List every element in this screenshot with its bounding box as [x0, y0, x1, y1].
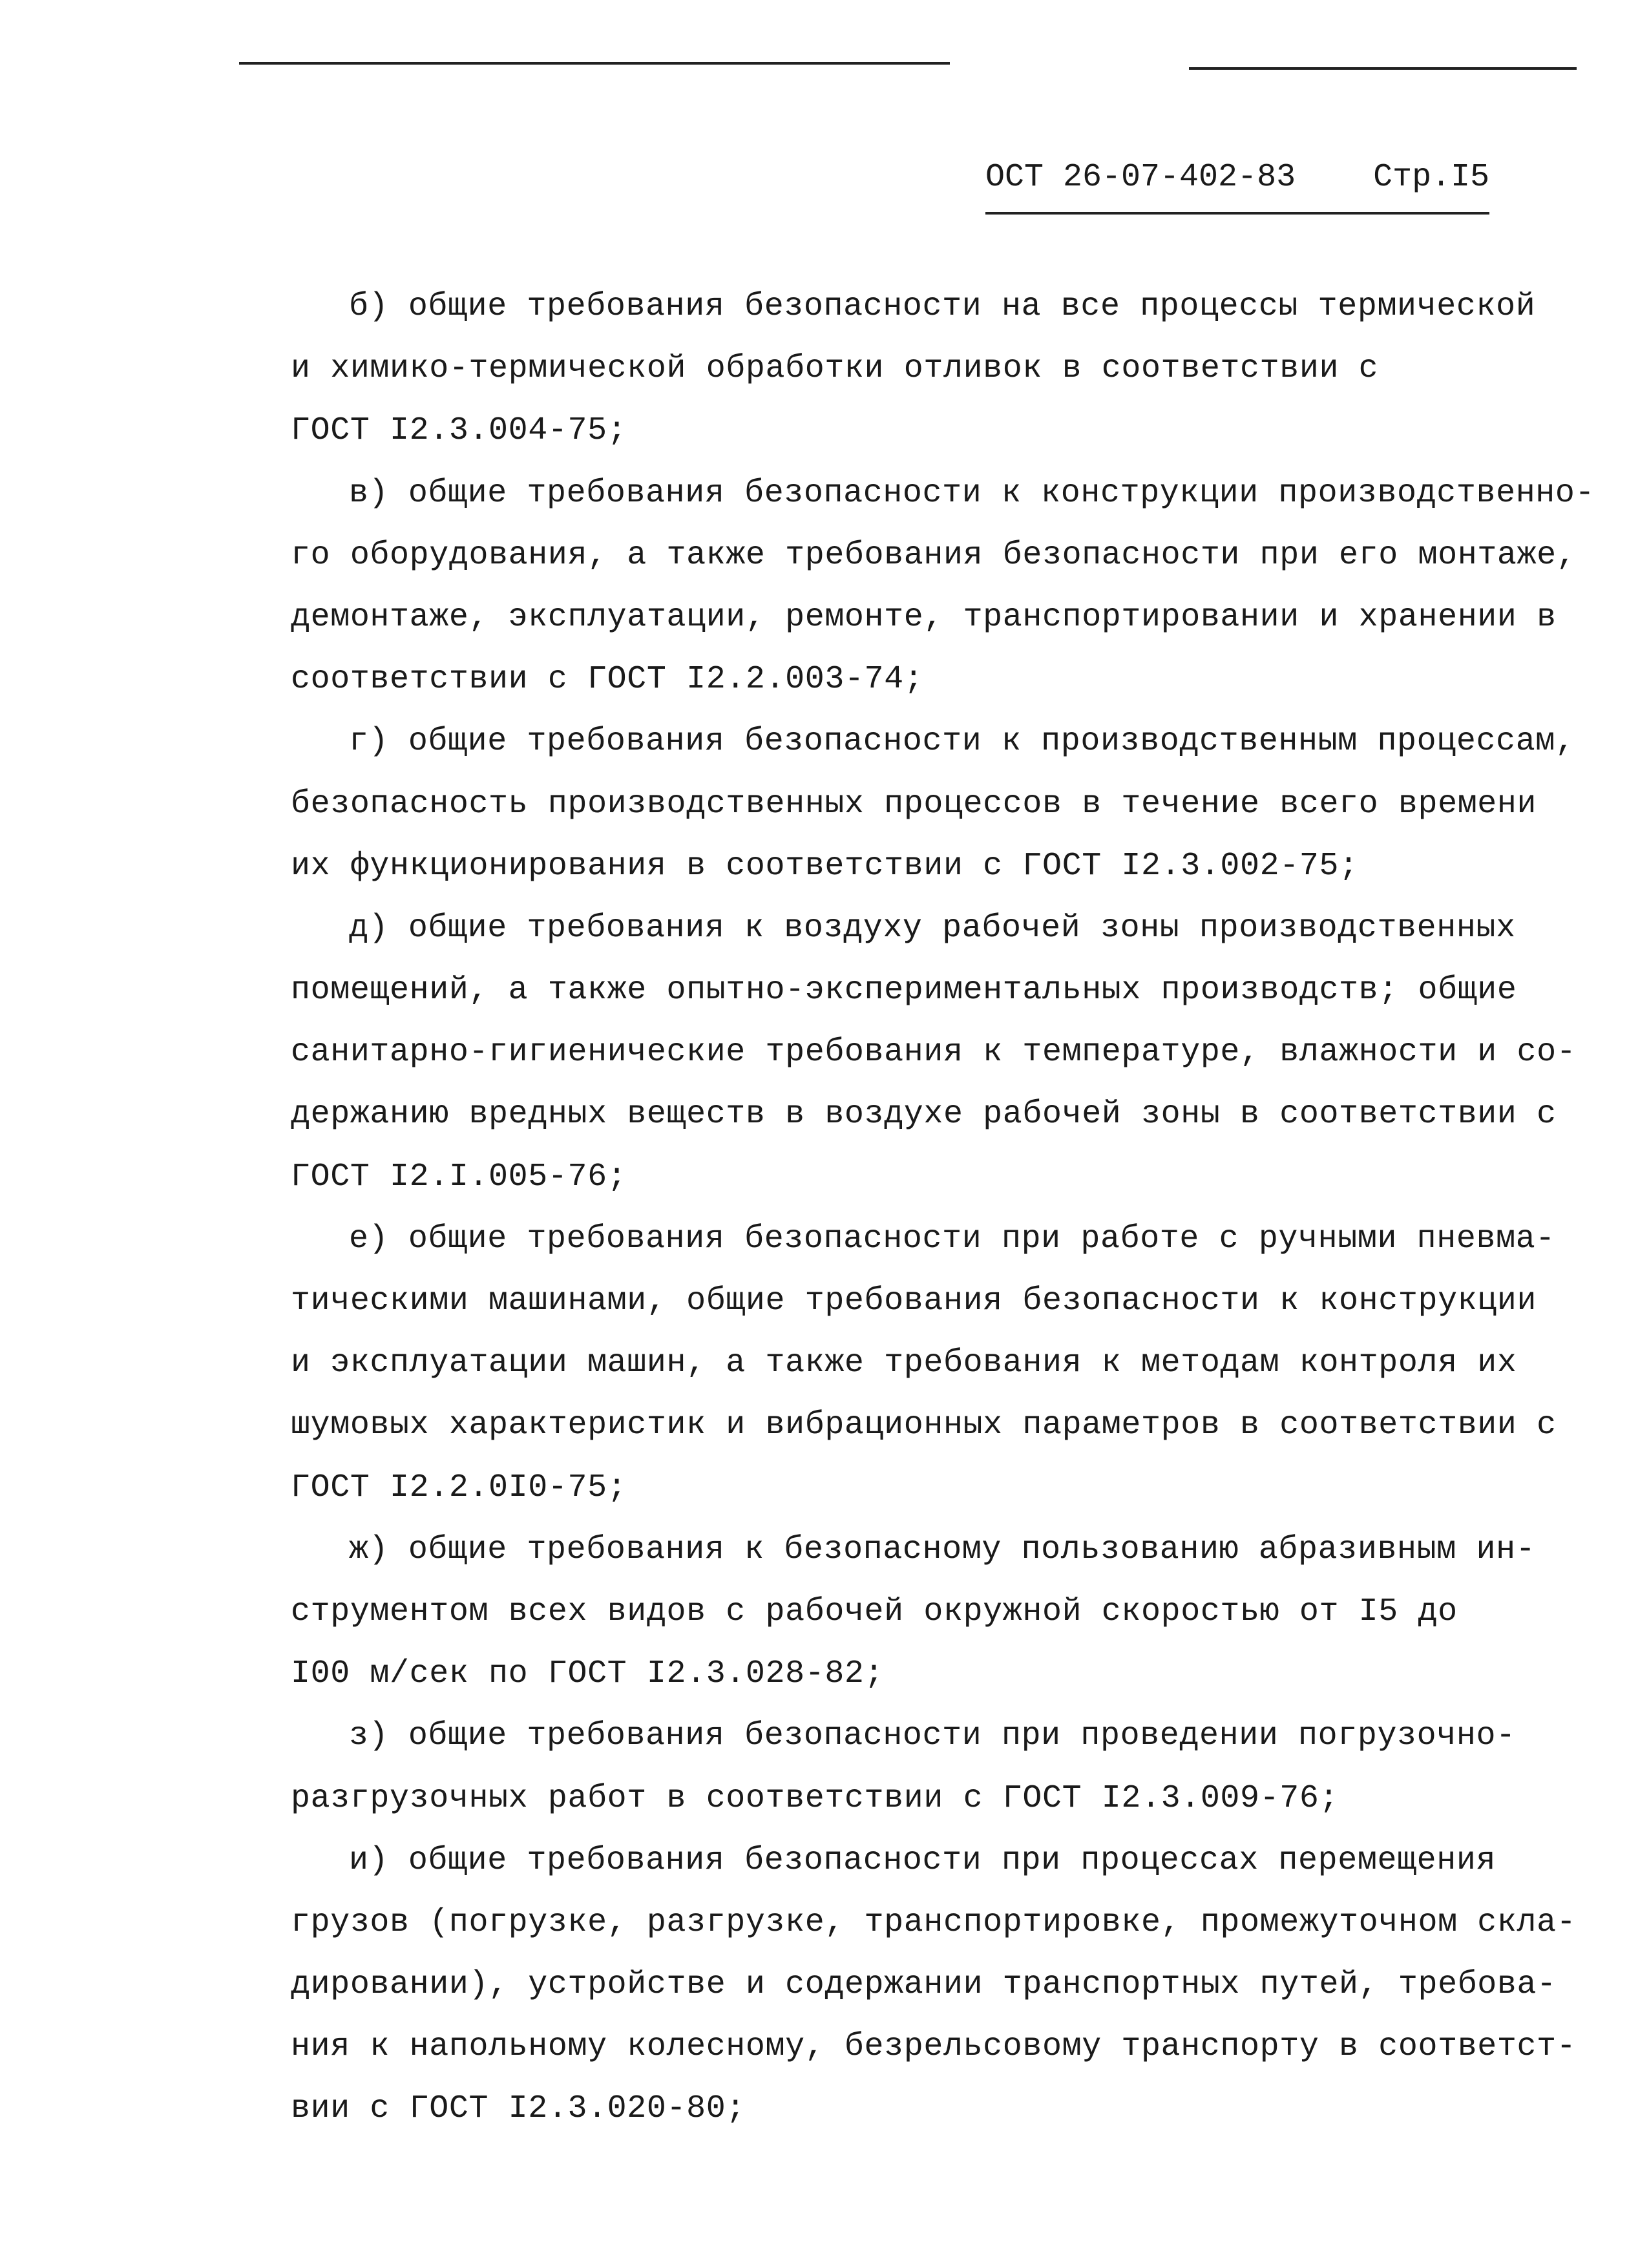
- text-line: соответствии с ГОСТ I2.2.003-74;: [291, 661, 924, 698]
- text-line: держанию вредных веществ в воздухе рабочей зоны в соответствии с: [291, 1096, 1557, 1133]
- text-line: I00 м/сек по ГОСТ I2.3.028-82;: [291, 1655, 885, 1693]
- text-line: з) общие требования безопасности при проведении погрузочно-: [349, 1717, 1516, 1755]
- text-line: вии с ГОСТ I2.3.020-80;: [291, 2090, 746, 2128]
- text-line: ГОСТ I2.I.005-76;: [291, 1158, 627, 1195]
- header-underline: [985, 212, 1489, 215]
- text-line: ГОСТ I2.2.0I0-75;: [291, 1469, 627, 1506]
- text-line: в) общие требования безопасности к конструкции производственно-: [349, 474, 1595, 512]
- text-line: шумовых характеристик и вибрационных параметров в соответствии с: [291, 1407, 1557, 1444]
- text-line: д) общие требования к воздуху рабочей зоны производственных: [349, 909, 1516, 947]
- text-line: дировании), устройстве и содержании транспортных путей, требова-: [291, 1966, 1557, 2004]
- text-line: го оборудования, а также требования безопасности при его монтаже,: [291, 536, 1577, 574]
- page-header: [985, 158, 1489, 197]
- text-line: и) общие требования безопасности при процессах перемещения: [349, 1842, 1497, 1879]
- text-line: струментом всех видов с рабочей окружной скоростью от I5 до: [291, 1593, 1458, 1630]
- text-line: помещений, а также опытно-экспериментальных производств; общие: [291, 972, 1517, 1009]
- text-line: ния к напольному колесному, безрельсовому транспорту в соответст-: [291, 2028, 1577, 2066]
- text-line: безопасность производственных процессов в течение всего времени: [291, 785, 1537, 823]
- top-rule-right: [1189, 67, 1577, 70]
- text-line: их функционирования в соответствии с ГОСТ I2.3.002-75;: [291, 847, 1359, 885]
- text-line: тическими машинами, общие требования безопасности к конструкции: [291, 1283, 1537, 1319]
- document-code: ОСТ 26-07-402-83: [985, 159, 1296, 196]
- text-line: ж) общие требования к безопасному пользованию абразивным ин-: [349, 1531, 1536, 1568]
- text-line: и химико-термической обработки отливок в соответствии с: [291, 350, 1379, 388]
- top-rule-left: [239, 62, 950, 65]
- text-line: санитарно-гигиенические требования к температуре, влажности и со-: [291, 1034, 1577, 1071]
- text-line: ГОСТ I2.3.004-75;: [291, 412, 627, 450]
- text-line: и эксплуатации машин, а также требования к методам контроля их: [291, 1345, 1517, 1382]
- text-line: демонтаже, эксплуатации, ремонте, транспортировании и хранении в: [291, 598, 1557, 636]
- text-line: г) общие требования безопасности к производственным процессам,: [349, 723, 1575, 761]
- text-line: грузов (погрузке, разгрузке, транспортировке, промежуточном скла-: [291, 1904, 1577, 1941]
- document-body: [291, 276, 1595, 2141]
- text-line: б) общие требования безопасности на все процессы термической: [349, 288, 1536, 325]
- page-number: Стр.I5: [1373, 159, 1490, 196]
- text-line: разгрузочных работ в соответствии с ГОСТ I2.3.009-76;: [291, 1780, 1339, 1817]
- text-line: е) общие требования безопасности при работе с ручными пневма-: [349, 1220, 1555, 1257]
